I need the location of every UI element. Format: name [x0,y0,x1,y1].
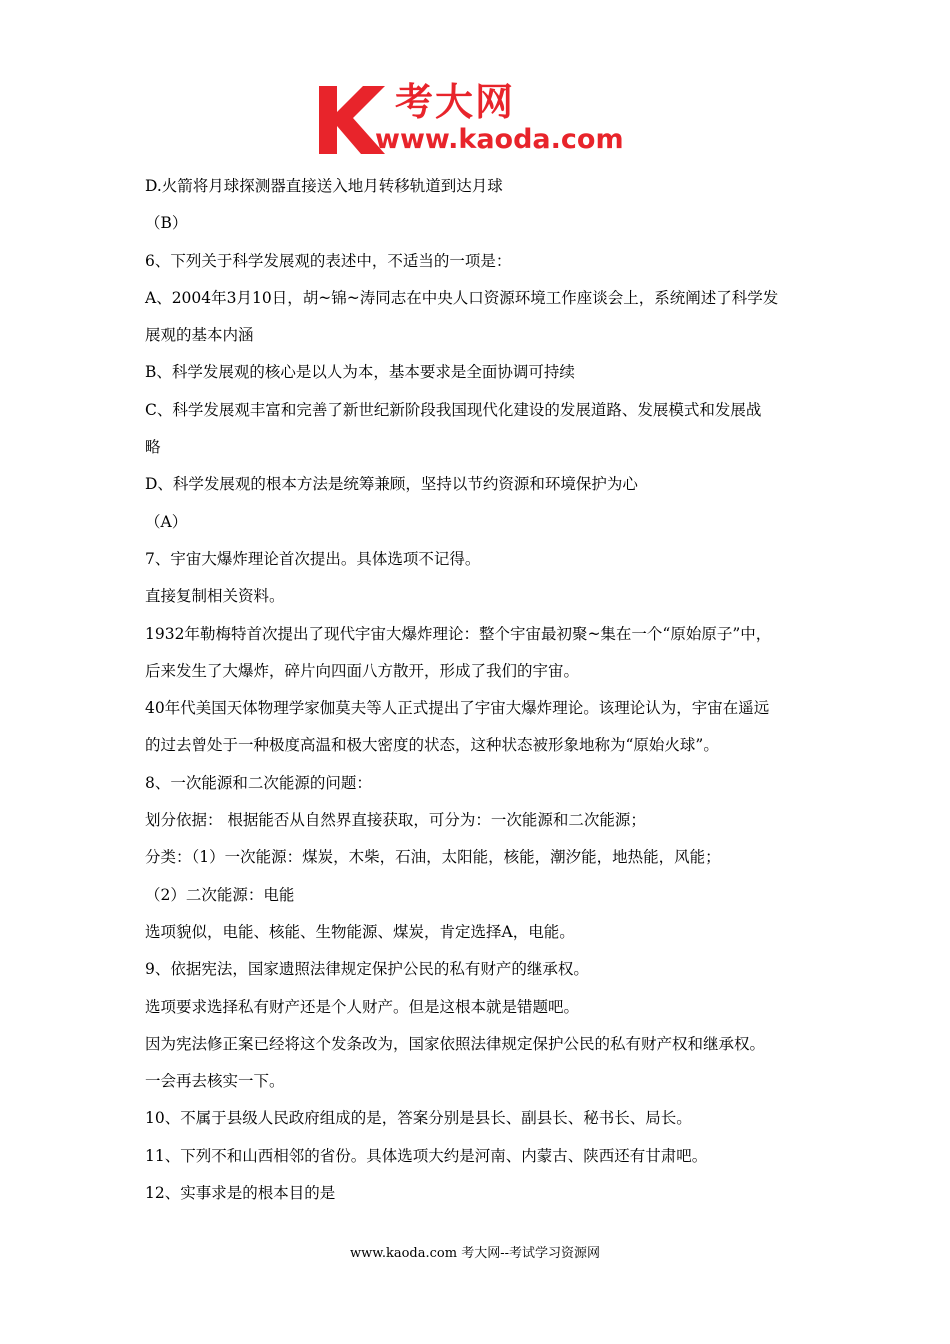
text-line: 8、一次能源和二次能源的问题： [145,773,372,792]
text-line: D、科学发展观的根本方法是统筹兼顾，坚持以节约资源和环境保护为心 [145,475,638,494]
text-line: D.火箭将月球探测器直接送入地月转移轨道到达月球 [145,177,503,195]
text-line: 选项要求选择私有财产还是个人财产。但是这根本就是错题吧。 [145,997,580,1016]
logo-brand-text: 考大网 [395,80,516,124]
text-line: 因为宪法修正案已经将这个发条改为，国家依照法律规定保护公民的私有财产权和继承权。 [145,1034,766,1053]
kaoda-logo [315,80,645,160]
text-line: 11、下列不和山西相邻的省份。具体选项大约是河南、内蒙古、陕西还有甘肃吧。 [145,1146,708,1165]
text-line: （2）二次能源：电能 [145,885,295,904]
text-line: 7、宇宙大爆炸理论首次提出。具体选项不记得。 [145,549,481,568]
text-line: 分类：（1）一次能源：煤炭，木柴，石油，太阳能，核能，潮汐能，地热能，风能； [145,848,721,867]
text-line: 略 [145,438,161,457]
page-footer: www.kaoda.com 考大网--考试学习资源网 [350,1246,600,1261]
text-line: 12、实事求是的根本目的是 [145,1184,336,1203]
text-line: A、2004年3月10日，胡~锦~涛同志在中央人口资源环境工作座谈会上，系统阐述了科学发 [145,288,779,307]
text-line: 直接复制相关资料。 [145,587,285,606]
text-line: B、科学发展观的核心是以人为本，基本要求是全面协调可持续 [145,363,575,382]
text-line: 选项貌似，电能、核能、生物能源、煤炭，肯定选择A，电能。 [145,922,575,941]
text-line: 1932年勒梅特首次提出了现代宇宙大爆炸理论：整个宇宙最初聚~集在一个“原始原子”中， [145,624,772,643]
text-line: 6、下列关于科学发展观的表述中，不适当的一项是： [145,251,512,270]
logo-url-text: www.kaoda.com [375,124,624,155]
text-line: 后来发生了大爆炸，碎片向四面八方散开，形成了我们的宇宙。 [145,661,580,680]
text-line: 一会再去核实一下。 [145,1072,285,1091]
text-line: 展观的基本内涵 [145,326,254,345]
text-line: 10、不属于县级人民政府组成的是，答案分别是县长、副县长、秘书长、局长。 [145,1109,692,1128]
text-line: 9、依据宪法，国家遗照法律规定保护公民的私有财产的继承权。 [145,960,589,979]
text-line: C、科学发展观丰富和完善了新世纪新阶段我国现代化建设的发展道路、发展模式和发展战 [145,400,762,419]
text-line: 40年代美国天体物理学家伽莫夫等人正式提出了宇宙大爆炸理论。该理论认为，宇宙在遥远 [145,699,770,718]
text-line: （B） [145,214,188,233]
text-line: 的过去曾处于一种极度高温和极大密度的状态，这种状态被形象地称为“原始火球”。 [145,736,719,755]
text-line: （A） [145,512,188,531]
text-line: 划分依据： 根据能否从自然界直接获取，可分为：一次能源和二次能源； [145,811,646,830]
document-body [145,168,825,1212]
